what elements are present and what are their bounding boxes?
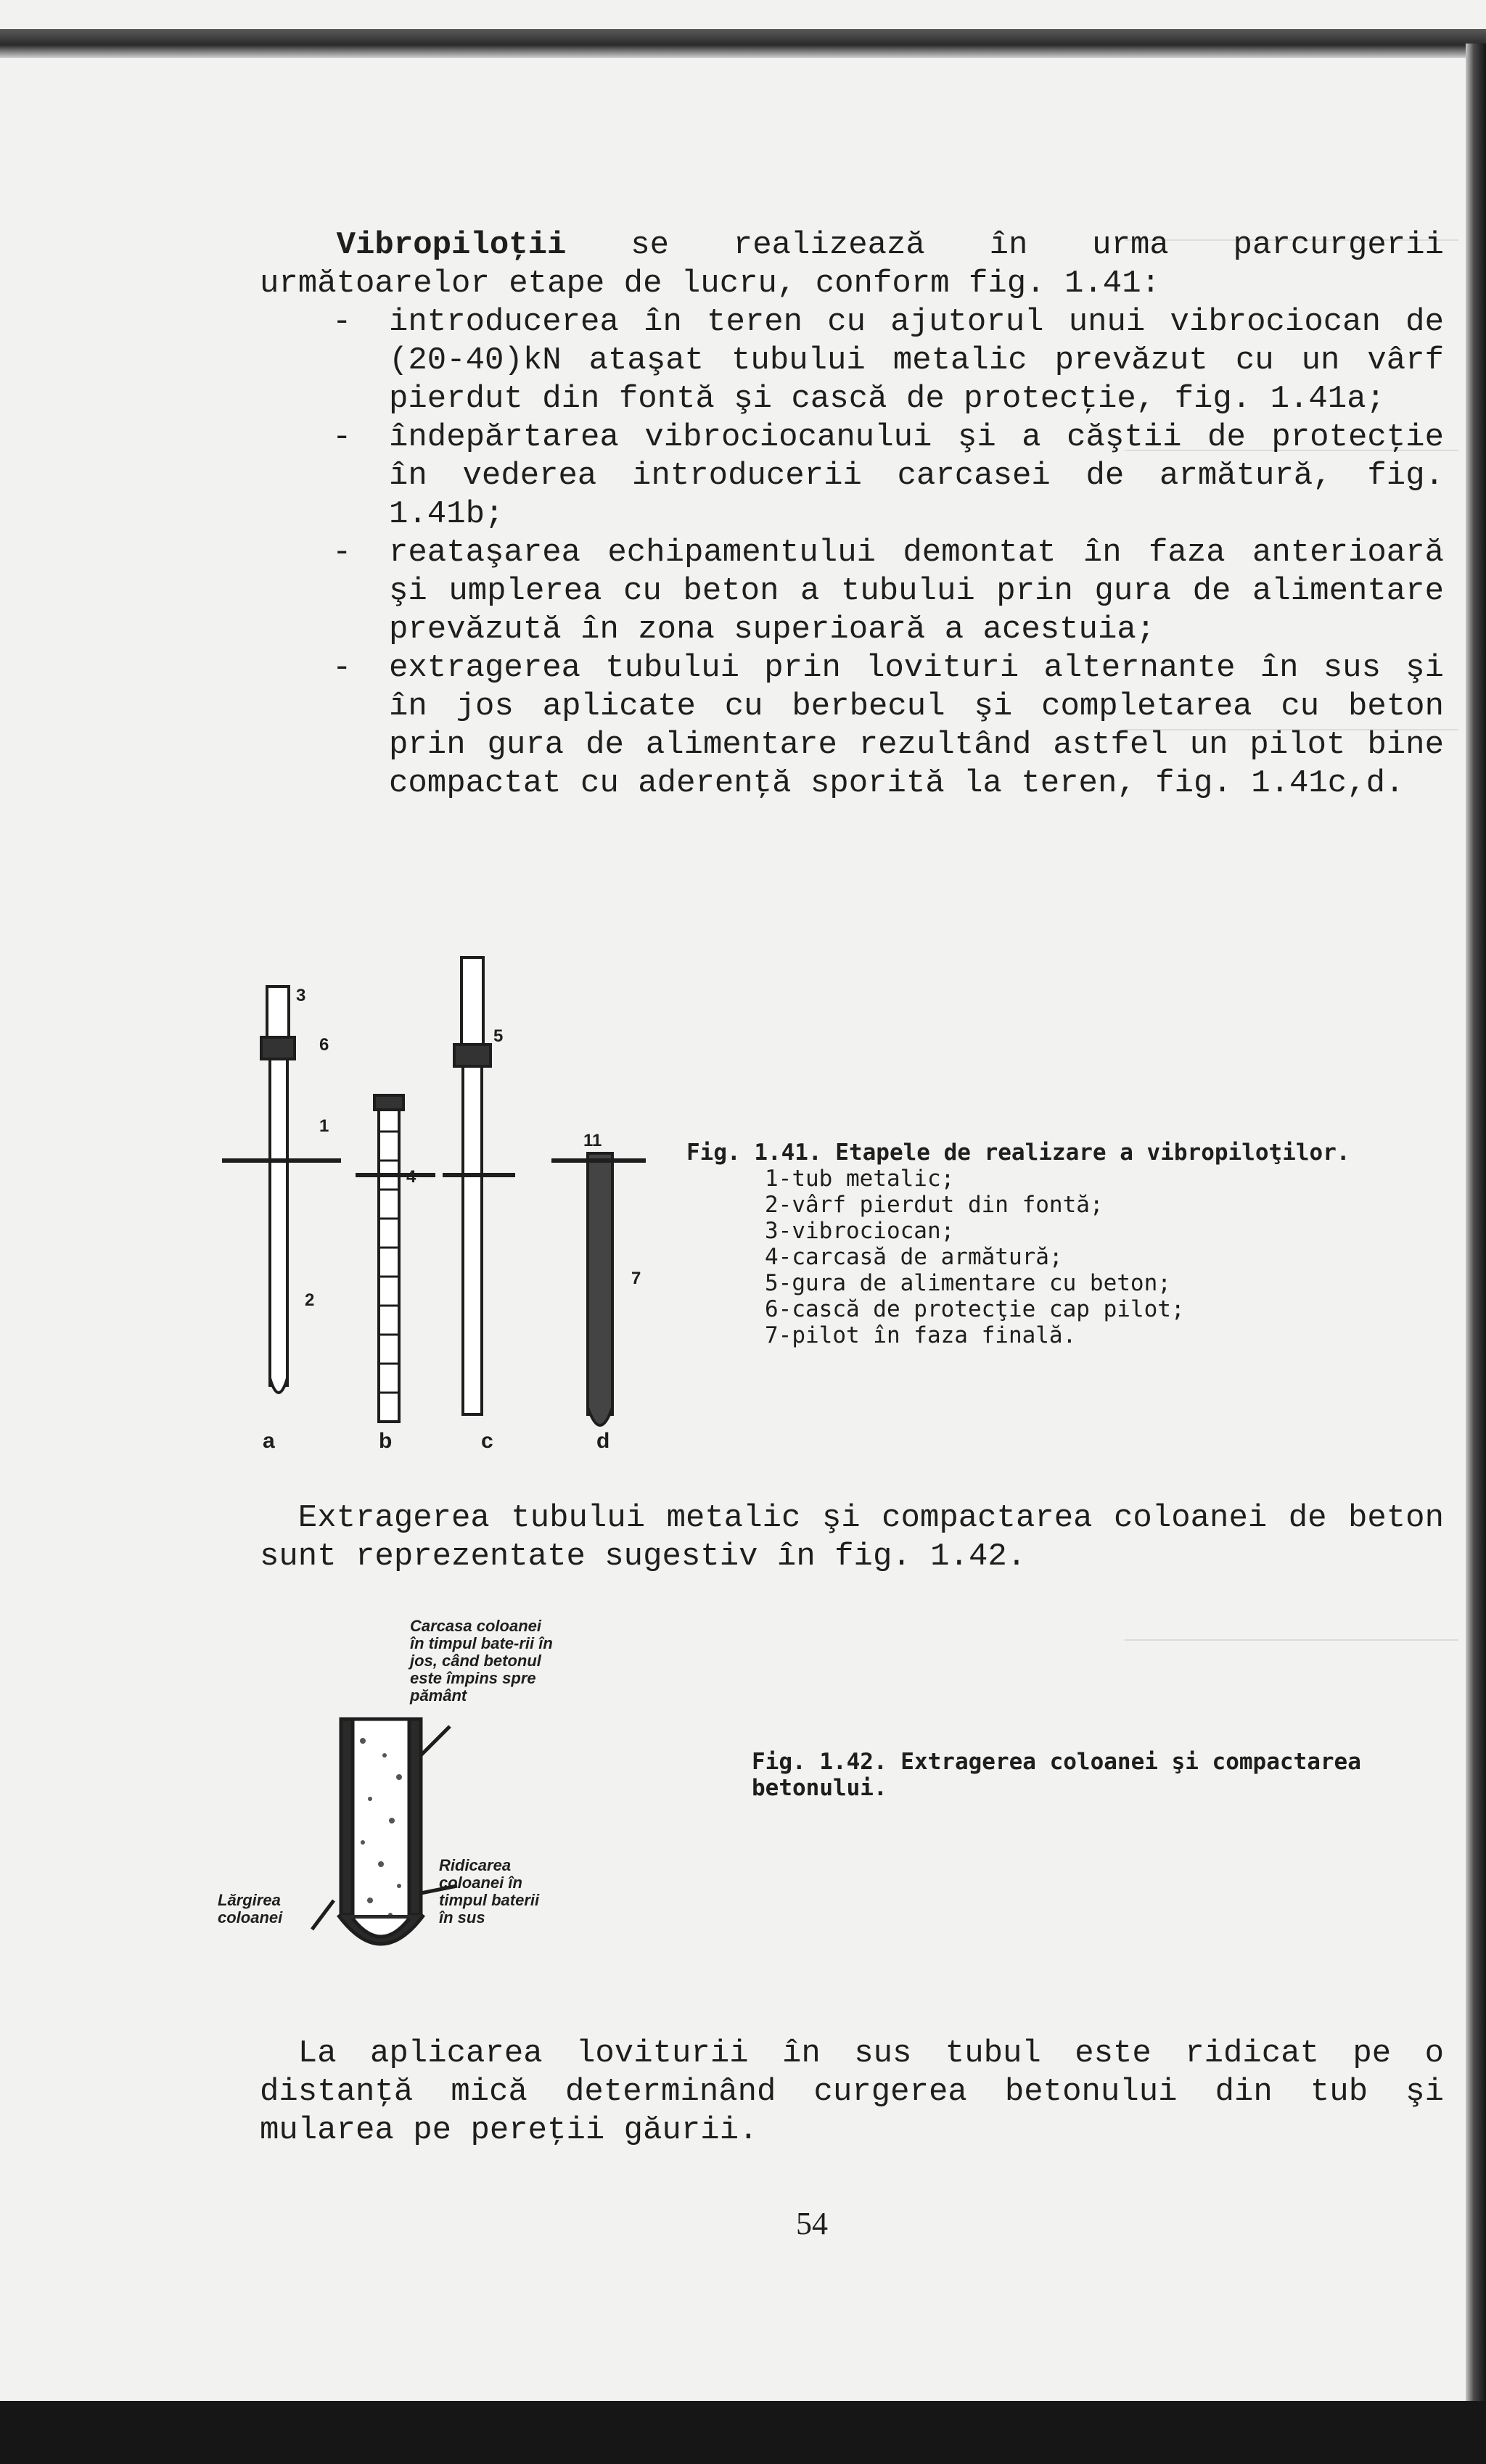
intro-bold-term: Vibropiloţii: [336, 227, 567, 263]
step-text: reataşarea echipamentului demontat în faza anterioară şi umplerea cu beton a tubului prin gura de alimentare prevăzută în zona superioară a acestuia;: [389, 535, 1444, 648]
list-dash: -: [332, 535, 352, 571]
callout-3: 3: [296, 986, 306, 1005]
list-item: 5-gura de alimentare cu beton;: [765, 1270, 1171, 1296]
list-item: [260, 303, 1444, 419]
callout-6: 6: [319, 1035, 329, 1055]
figure-1-41-legend: [686, 1166, 1350, 1348]
callout-4: 4: [406, 1167, 416, 1187]
figure-1-42-caption: [752, 1749, 1448, 1801]
bleed-through-line: [1125, 1639, 1458, 1641]
fig141-sublabel-d: d: [596, 1429, 610, 1453]
list-dash: -: [332, 304, 352, 340]
figure-1-41-title: Fig. 1.41. Etapele de realizare a vibropiloţilor.: [686, 1140, 1350, 1166]
intro-paragraph: [260, 226, 1444, 303]
fig142-annotation-left: Lărgirea coloanei: [218, 1891, 283, 1927]
step-text: îndepărtarea vibrociocanului şi a căştii de protecţie în vederea introducerii carcasei de armătură, fig. 1.41b;: [389, 419, 1444, 532]
fig141-sublabel-c: c: [481, 1429, 493, 1453]
scan-top-edge: [0, 29, 1486, 58]
fig141-sublabel-b: b: [379, 1429, 393, 1453]
callout-7: 7: [631, 1269, 641, 1288]
figure-1-41-caption: [686, 1140, 1350, 1348]
list-item: 7-pilot în faza finală.: [765, 1322, 1077, 1348]
paragraph-blow: [260, 2035, 1444, 2150]
list-dash: -: [332, 419, 352, 456]
intro-text: se realizează în urma parcurgerii următoarelor etape de lucru, conform fig. 1.41:: [260, 227, 1444, 302]
list-item: 4-carcasă de armătură;: [765, 1244, 1063, 1270]
scan-bottom-edge: [0, 2401, 1486, 2464]
list-item: [260, 419, 1444, 534]
page-number: 54: [796, 2206, 828, 2241]
callout-11: 11: [583, 1131, 602, 1150]
paragraph-blow-text: La aplicarea loviturii în sus tubul este ridicat pe o distanţă mică determinând curgerea betonului din tub şi mularea pe pereţii găurii.: [260, 2035, 1444, 2148]
list-item: 2-vârf pierdut din fontă;: [765, 1192, 1104, 1218]
scan-right-edge: [1466, 44, 1486, 2464]
paragraph-extraction-text: Extragerea tubului metalic şi compactarea coloanei de beton sunt reprezentate sugestiv în fig. 1.42.: [260, 1500, 1444, 1575]
paragraph-extraction: [260, 1499, 1444, 1576]
list-item: [260, 534, 1444, 649]
list-item: 1-tub metalic;: [765, 1166, 955, 1192]
callout-5: 5: [493, 1026, 504, 1046]
figure-1-42-drawing: [305, 1712, 464, 1973]
fig142-annotation-right: Ridicarea coloanei în timpul baterii în sus: [439, 1856, 540, 1927]
list-item: 3-vibrociocan;: [765, 1218, 955, 1244]
list-item: [260, 649, 1444, 803]
callout-2: 2: [305, 1290, 315, 1310]
callout-1: 1: [319, 1116, 329, 1136]
fig142-annotation-top: Carcasa coloanei în timpul bate-rii în jos, când betonul este împins spre pământ: [410, 1617, 553, 1705]
list-dash: -: [332, 650, 352, 686]
figure-1-41-drawing: [210, 943, 675, 1451]
step-text: introducerea în teren cu ajutorul unui vibrociocan de (20-40)kN ataşat tubului metalic prevăzut cu un vârf pierdut din fontă şi cască de protecţie, fig. 1.41a;: [389, 304, 1444, 417]
fig141-sublabel-a: a: [263, 1429, 275, 1453]
steps-list: [260, 303, 1444, 803]
list-item: 6-cască de protecţie cap pilot;: [765, 1296, 1185, 1322]
step-text: extragerea tubului prin lovituri alternante în sus şi în jos aplicate cu berbecul şi completarea cu beton prin gura de alimentare rezultând astfel un pilot bine compactat cu aderenţă sporită la teren, fig. 1.41c,d.: [389, 650, 1444, 802]
figure-1-42-caption-text: Fig. 1.42. Extragerea coloanei şi compactarea betonului.: [752, 1749, 1361, 1801]
